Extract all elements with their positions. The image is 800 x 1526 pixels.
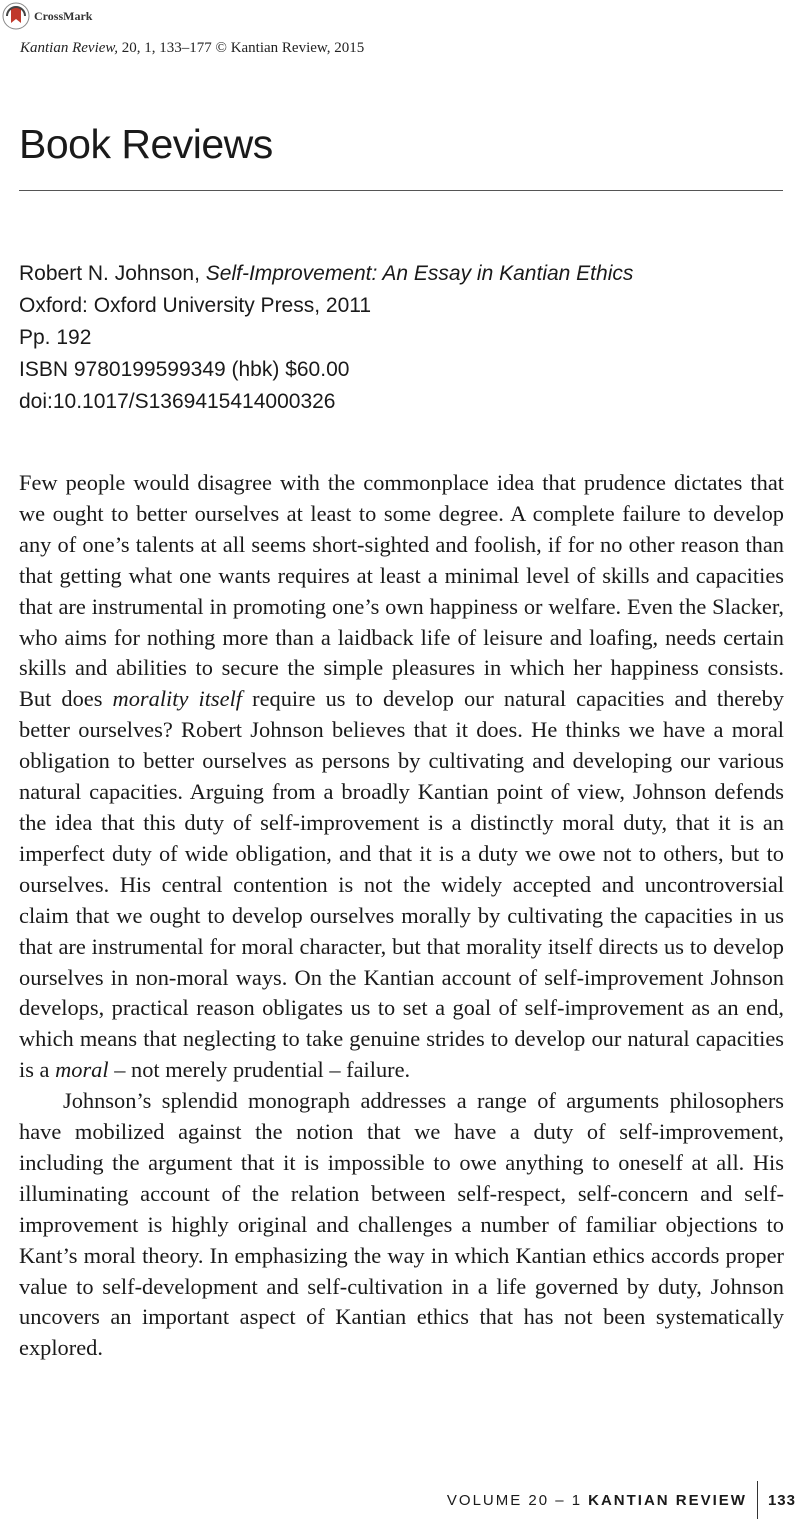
paragraph-1-part-a: Few people would disagree with the commonplace idea that prudence dictates that we ought to better ourselves at least to some degree. A complete failure to develop any of one’s talents at all seems short-sighted and foolish, if for no other reason than that getting what one wants requires at least a minimal level of skills and capacities that are instrumental in promoting one’s own happiness or welfare. Even the Slacker, who aims for nothing more than a laidback life of leisure and loafing, needs certain skills and abilities to secure the simple pleasures in which her happiness consists. But does xyxy=(19,470,784,712)
journal-name: Kantian Review, xyxy=(20,40,119,56)
journal-citation xyxy=(20,40,364,57)
citation-details: 20, 1, 133–177 © Kantian Review, 2015 xyxy=(121,40,365,56)
footer-volume: VOLUME 20 – 1 xyxy=(446,1491,583,1509)
book-doi[interactable]: doi:10.1017/S1369415414000326 xyxy=(19,390,336,413)
paragraph-2: Johnson’s splendid monograph addresses a range of arguments philosophers have mobilized against the notion that we have a duty of self-improvement, including the argument that it is impossible to owe anything to oneself at all. His illuminating account of the relation between self-respect, self-concern and self-improvement is highly original and challenges a number of familiar objections to Kant’s moral theory. In emphasizing the way in which Kantian ethics accords proper value to self-development and self-cultivation in a life governed by duty, Johnson uncovers an important aspect of Kantian ethics that has not been systematically explored. xyxy=(19,1088,784,1361)
book-publisher: Oxford: Oxford University Press, 2011 xyxy=(19,294,372,317)
paragraph-1-part-c: – not merely prudential – failure. xyxy=(114,1057,411,1083)
emphasis-moral: moral xyxy=(55,1057,109,1083)
book-author: Robert N. Johnson, xyxy=(19,262,200,285)
book-title: Self-Improvement: An Essay in Kantian Ethics xyxy=(205,262,634,285)
crossmark-label: CrossMark xyxy=(34,8,93,23)
footer-journal: KANTIAN REVIEW xyxy=(588,1491,747,1509)
book-details xyxy=(19,258,633,418)
book-isbn: ISBN 9780199599349 (hbk) $60.00 xyxy=(19,358,350,381)
book-author-title-line xyxy=(19,258,633,290)
page-footer xyxy=(447,1480,800,1520)
paragraph-1-part-b: require us to develop our natural capacities and thereby better ourselves? Robert Johnson believes that it does. He thinks we have a moral obligation to better ourselves as persons by cultivating and developing our various natural capacities. Arguing from a broadly Kantian point of view, Johnson defends the idea that this duty of self-improvement is a distinctly moral duty, that it is an imperfect duty of wide obligation, and that it is a duty we owe not to others, but to ourselves. His central contention is not the widely accepted and uncontroversial claim that we ought to develop ourselves morally by cultivating the capacities in us that are instrumental for moral character, but that morality itself directs us to develop ourselves in non-moral ways. On the Kantian account of self-improvement Johnson develops, practical reason obligates us to set a goal of self-improvement as an end, which means that neglecting to take genuine strides to develop our natural capacities is a xyxy=(19,686,784,1083)
page-title: Book Reviews xyxy=(19,121,273,167)
title-divider xyxy=(19,190,783,191)
review-body xyxy=(19,468,784,1364)
footer-separator xyxy=(757,1481,758,1519)
page-number: 133 xyxy=(767,1491,796,1509)
book-pages: Pp. 192 xyxy=(19,326,92,349)
crossmark-badge[interactable] xyxy=(2,2,92,30)
emphasis-morality-itself: morality itself xyxy=(112,686,243,712)
paragraph-1 xyxy=(19,468,784,1086)
crossmark-icon xyxy=(2,2,30,30)
